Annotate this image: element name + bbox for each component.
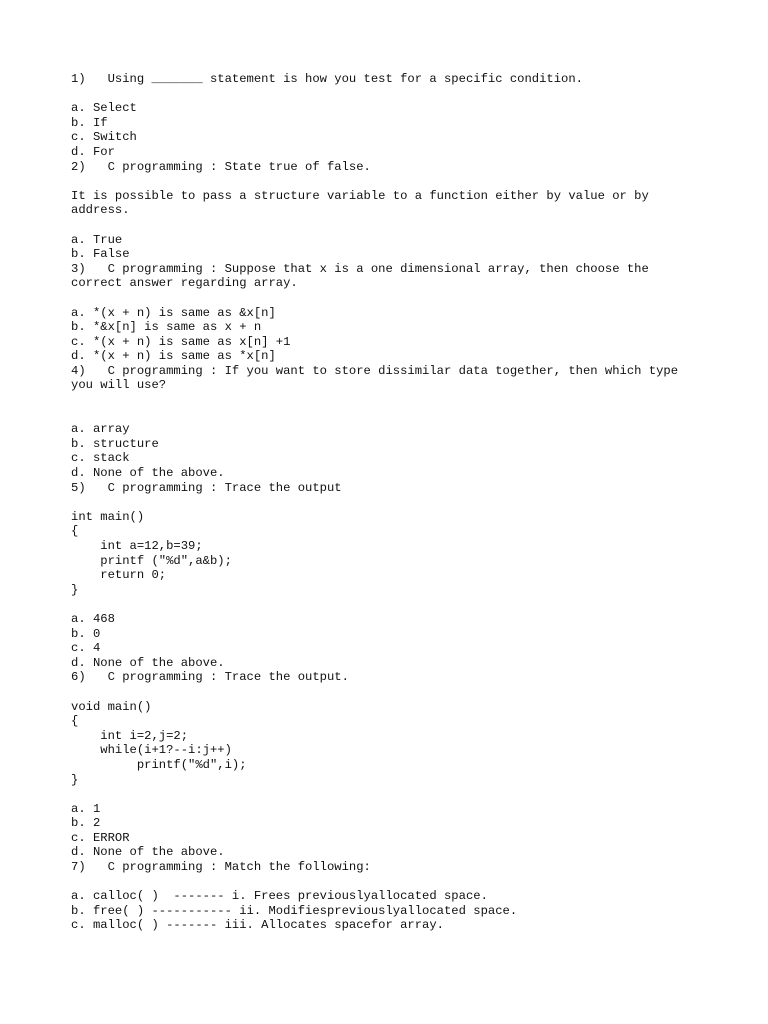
text-line: { (71, 714, 79, 729)
text-line: printf("%d",i); (71, 757, 247, 772)
blank-line (71, 393, 731, 408)
text-line: c. ERROR (71, 830, 130, 845)
text-line: a. Select (71, 101, 137, 116)
text-line: int main() (71, 509, 145, 524)
text-line: d. For (71, 144, 115, 159)
text-line: c. stack (71, 451, 130, 466)
text-line: d. None of the above. (71, 845, 225, 860)
blank-line (71, 408, 731, 423)
blank-line (71, 495, 731, 510)
text-line: address. (71, 203, 130, 218)
text-line: 3) C programming : Suppose that x is a one dimensional array, then choose the (71, 261, 649, 276)
text-line: printf ("%d",a&b); (71, 553, 232, 568)
text-line: a. array (71, 422, 130, 437)
text-line: b. False (71, 247, 130, 262)
text-line: b. If (71, 115, 108, 130)
blank-line (71, 174, 731, 189)
text-line: a. calloc( ) ------- i. Frees previouslyallocated space. (71, 889, 488, 904)
text-line: int i=2,j=2; (71, 728, 189, 743)
blank-line (71, 597, 731, 612)
text-line: It is possible to pass a structure variable to a function either by value or by (71, 188, 649, 203)
text-line: b. 2 (71, 816, 101, 831)
text-line: c. malloc( ) ------- iii. Allocates spacefor array. (71, 918, 444, 933)
text-line: a. True (71, 232, 123, 247)
text-line: d. *(x + n) is same as *x[n] (71, 349, 276, 364)
text-line: c. Switch (71, 130, 137, 145)
blank-line (71, 291, 731, 306)
document-body (71, 72, 731, 933)
text-line: 7) C programming : Match the following: (71, 860, 371, 875)
text-line: 6) C programming : Trace the output. (71, 670, 349, 685)
text-line: b. free( ) ----------- ii. Modifiespreviouslyallocated space. (71, 903, 518, 918)
text-line: d. None of the above. (71, 655, 225, 670)
text-line: b. structure (71, 436, 159, 451)
text-line: 5) C programming : Trace the output (71, 480, 342, 495)
text-line: d. None of the above. (71, 466, 225, 481)
text-line: a. 468 (71, 611, 115, 626)
text-line: b. *&x[n] is same as x + n (71, 320, 262, 335)
text-line: 2) C programming : State true of false. (71, 159, 371, 174)
text-line: 4) C programming : If you want to store dissimilar data together, then which type (71, 363, 679, 378)
text-line: a. *(x + n) is same as &x[n] (71, 305, 276, 320)
text-line: c. *(x + n) is same as x[n] +1 (71, 334, 291, 349)
text-line: c. 4 (71, 641, 101, 656)
text-line: return 0; (71, 568, 167, 583)
blank-line (71, 87, 731, 102)
text-line: } (71, 772, 79, 787)
text-line: a. 1 (71, 801, 101, 816)
blank-line (71, 787, 731, 802)
text-line: b. 0 (71, 626, 101, 641)
blank-line (71, 875, 731, 890)
text-line: correct answer regarding array. (71, 276, 298, 291)
text-line: } (71, 582, 79, 597)
blank-line (71, 685, 731, 700)
text-line: { (71, 524, 79, 539)
text-line: while(i+1?--i:j++) (71, 743, 232, 758)
text-line: void main() (71, 699, 152, 714)
text-line: int a=12,b=39; (71, 539, 203, 553)
text-line: 1) Using _______ statement is how you test for a specific condition. (71, 72, 583, 86)
blank-line (71, 218, 731, 233)
text-line: you will use? (71, 378, 167, 393)
